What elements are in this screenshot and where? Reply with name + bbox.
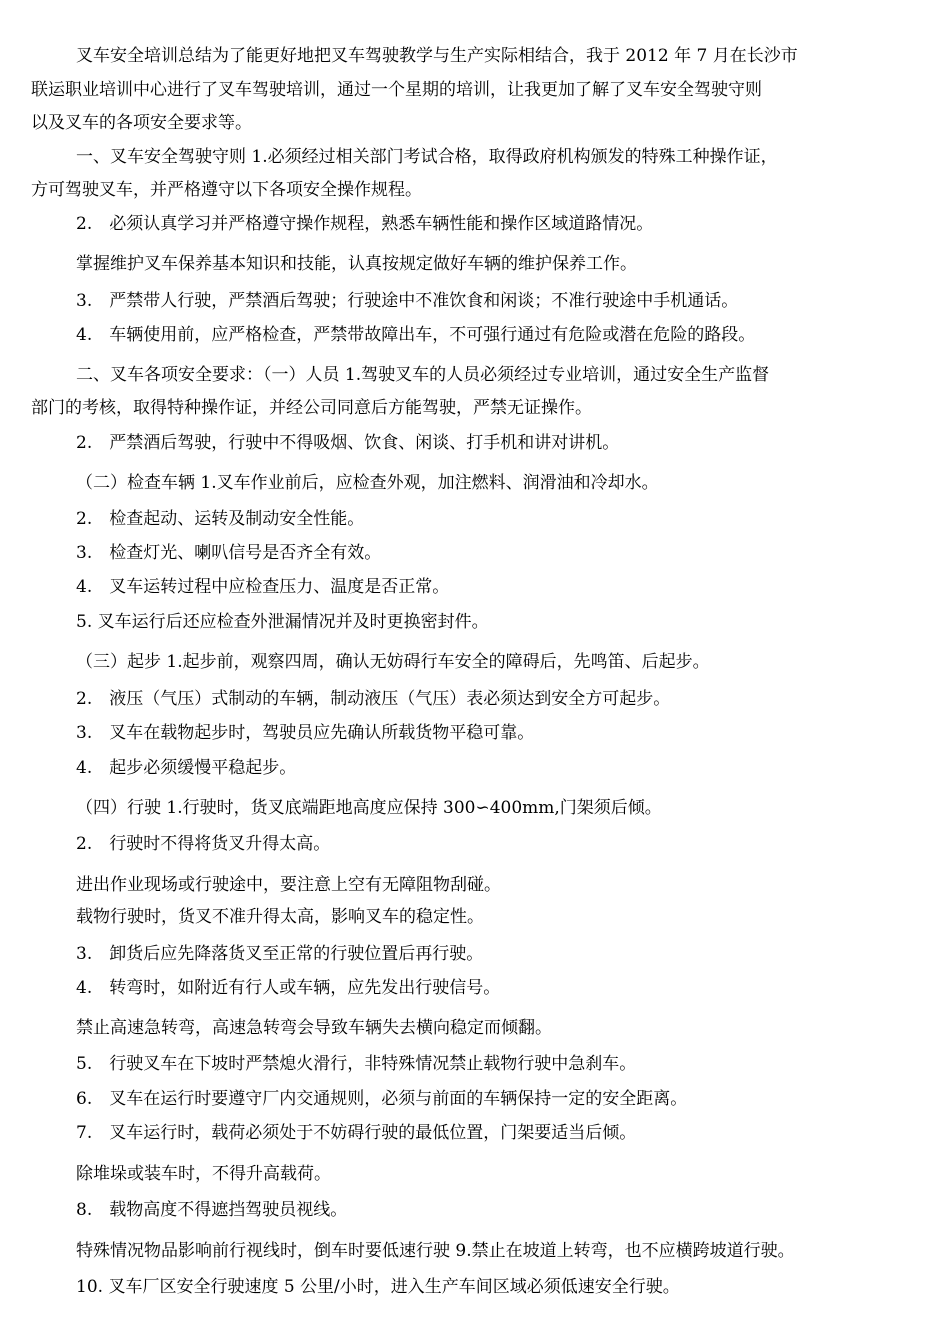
text-line: 4. 叉车运转过程中应检查压力、温度是否正常。 xyxy=(76,577,450,597)
text-line: 4. 转弯时，如附近有行人或车辆，应先发出行驶信号。 xyxy=(76,978,501,998)
text-line: 5. 行驶叉车在下坡时严禁熄火滑行，非特殊情况禁止载物行驶中急刹车。 xyxy=(76,1054,637,1074)
text-line: 6. 叉车在运行时要遵守厂内交通规则，必须与前面的车辆保持一定的安全距离。 xyxy=(76,1089,688,1109)
text-line: 一、叉车安全驾驶守则 1.必须经过相关部门考试合格，取得政府机构颁发的特殊工种操作证， xyxy=(76,147,778,167)
text-line: 3. 检查灯光、喇叭信号是否齐全有效。 xyxy=(76,543,382,563)
text-line: 2. 必须认真学习并严格遵守操作规程，熟悉车辆性能和操作区域道路情况。 xyxy=(76,214,654,234)
text-line: 3. 严禁带人行驶，严禁酒后驾驶；行驶途中不准饮食和闲谈；不准行驶途中手机通话。 xyxy=(76,291,739,311)
text-line: 特殊情况物品影响前行视线时，倒车时要低速行驶 9.禁止在坡道上转弯，也不应横跨坡道行驶。 xyxy=(76,1241,795,1261)
text-line: 除堆垛或装车时，不得升高载荷。 xyxy=(76,1164,331,1184)
text-line: 4. 起步必须缓慢平稳起步。 xyxy=(76,758,297,778)
text-line: （二）检查车辆 1.叉车作业前后，应检查外观，加注燃料、润滑油和冷却水。 xyxy=(76,473,659,493)
text-line: （三）起步 1.起步前，观察四周，确认无妨碍行车安全的障碍后，先鸣笛、后起步。 xyxy=(76,652,710,672)
text-line: 叉车安全培训总结为了能更好地把叉车驾驶教学与生产实际相结合，我于 2012 年 7 月在长沙市 xyxy=(76,46,798,66)
text-line: 二、叉车各项安全要求：（一）人员 1.驾驶叉车的人员必须经过专业培训，通过安全生产监督 xyxy=(76,365,770,385)
text-line: 2. 液压（气压）式制动的车辆，制动液压（气压）表必须达到安全方可起步。 xyxy=(76,689,671,709)
text-line: 2. 检查起动、运转及制动安全性能。 xyxy=(76,509,365,529)
text-line: 禁止高速急转弯，高速急转弯会导致车辆失去横向稳定而倾翻。 xyxy=(76,1018,552,1038)
text-line: 3. 卸货后应先降落货叉至正常的行驶位置后再行驶。 xyxy=(76,944,484,964)
text-line: 3. 叉车在载物起步时，驾驶员应先确认所载货物平稳可靠。 xyxy=(76,723,535,743)
text-line: 10. 叉车厂区安全行驶速度 5 公里/小时，进入生产车间区域必须低速安全行驶。 xyxy=(76,1277,680,1297)
text-line: 7. 叉车运行时，载荷必须处于不妨碍行驶的最低位置，门架要适当后倾。 xyxy=(76,1123,637,1143)
text-line: 以及叉车的各项安全要求等。 xyxy=(31,113,252,133)
text-line: 联运职业培训中心进行了叉车驾驶培训，通过一个星期的培训，让我更加了解了叉车安全驾驶守则 xyxy=(31,80,762,100)
text-line: 2. 行驶时不得将货叉升得太高。 xyxy=(76,834,331,854)
text-line: 方可驾驶叉车，并严格遵守以下各项安全操作规程。 xyxy=(31,180,422,200)
text-line: 4. 车辆使用前，应严格检查，严禁带故障出车，不可强行通过有危险或潜在危险的路段。 xyxy=(76,325,756,345)
text-line: 部门的考核，取得特种操作证，并经公司同意后方能驾驶，严禁无证操作。 xyxy=(31,398,592,418)
text-line: 进出作业现场或行驶途中，要注意上空有无障阻物刮碰。 xyxy=(76,875,501,895)
text-line: 2. 严禁酒后驾驶，行驶中不得吸烟、饮食、闲谈、打手机和讲对讲机。 xyxy=(76,433,620,453)
text-line: （四）行驶 1.行驶时，货叉底端距地高度应保持 300∽400mm,门架须后倾。 xyxy=(76,798,662,818)
text-line: 8. 载物高度不得遮挡驾驶员视线。 xyxy=(76,1200,348,1220)
text-line: 载物行驶时，货叉不准升得太高，影响叉车的稳定性。 xyxy=(76,907,484,927)
text-line: 掌握维护叉车保养基本知识和技能，认真按规定做好车辆的维护保养工作。 xyxy=(76,254,637,274)
text-line: 5. 叉车运行后还应检查外泄漏情况并及时更换密封件。 xyxy=(76,612,489,632)
